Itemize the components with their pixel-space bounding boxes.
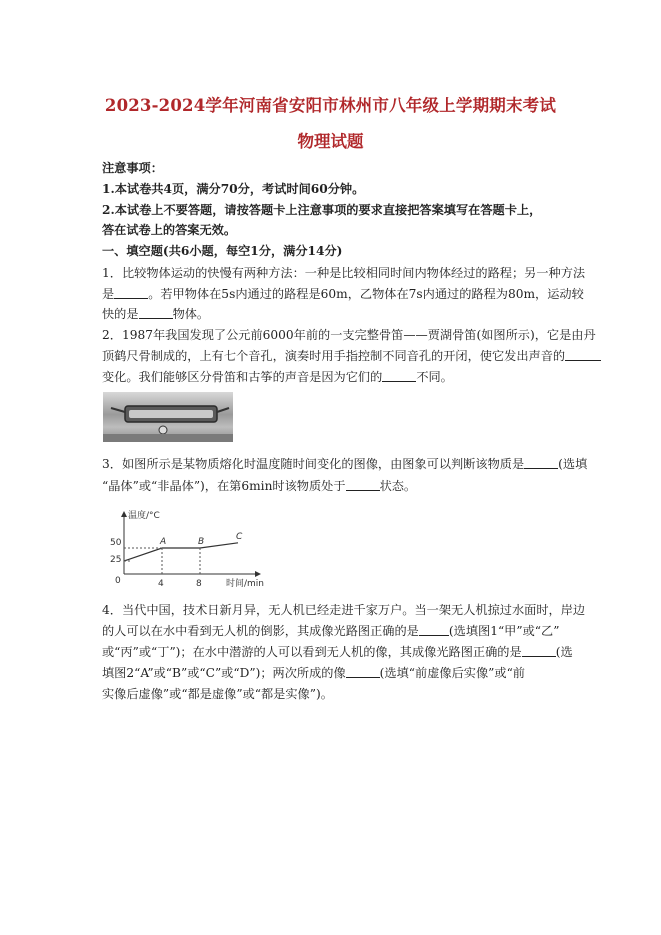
point-label-b: B — [198, 537, 205, 547]
section-heading: 一、填空题(共6小题，每空1分，满分14分) — [102, 244, 343, 258]
melting-chart — [110, 508, 265, 589]
exam-subtitle: 物理试题 — [297, 132, 364, 151]
q4-text-c: 或“丙”或“丁”)；在水中潜游的人可以看到无人机的像，其成像光路图正确的是 — [102, 645, 522, 659]
q4-blank-3[interactable] — [346, 665, 380, 678]
q4-line-1: 4．当代中国，技术日新月异，无人机已经走进千家万户。当一架无人机掠过水面时，岸边 — [102, 603, 586, 617]
q2-text-c: 不同。 — [416, 370, 453, 384]
q2-line-1: 2．1987年我国发现了公元前6000年前的一支完整骨笛——贾湖骨笛(如图所示)，它是由丹 — [102, 328, 596, 342]
notice-heading: 注意事项： — [102, 161, 163, 175]
q4-text-f: (选填“前虚像后实像”或“前 — [379, 666, 525, 680]
q3-blank-1[interactable] — [524, 456, 558, 469]
chart-marks — [124, 532, 243, 574]
q3-text-c: “晶体”或“非晶体”)，在第6min时该物质处于 — [102, 479, 346, 493]
q2-blank-2[interactable] — [382, 369, 416, 382]
q1-text-d: 物体。 — [172, 307, 210, 321]
q3-line-1 — [102, 456, 588, 472]
x-tick-4: 4 — [158, 579, 164, 589]
point-label-a: A — [160, 537, 167, 547]
q3-text-d: 状态。 — [379, 479, 417, 493]
q3-blank-2[interactable] — [346, 478, 380, 491]
origin-label: 0 — [115, 576, 121, 586]
q4-text-d: (选 — [555, 645, 573, 659]
y-tick-50: 50 — [110, 538, 122, 548]
q1-blank-2[interactable] — [139, 306, 173, 319]
q1-blank-1[interactable] — [114, 286, 148, 299]
point-label-c: C — [236, 531, 243, 542]
q3-line-2 — [102, 478, 572, 494]
q4-blank-1[interactable] — [419, 623, 449, 636]
bone-flute-drawing — [103, 392, 233, 442]
q2-blank-1[interactable] — [565, 348, 601, 361]
y-tick-25: 25 — [110, 555, 122, 565]
q4-line-2 — [102, 623, 572, 639]
q4-line-5: 实像后虚像”或“都是虚像”或“都是实像”)。 — [102, 687, 333, 701]
q4-text-a: 的人可以在水中看到无人机的倒影，其成像光路图正确的是 — [102, 624, 419, 638]
q2-line-2 — [102, 348, 572, 364]
bone-flute-photo — [103, 392, 233, 442]
q3-text-b: (选填 — [558, 457, 588, 471]
q1-text-c: 快的是 — [102, 307, 139, 321]
q1-line-2 — [102, 286, 584, 302]
notice-item-2b: 答在试卷上的答案无效。 — [102, 223, 237, 237]
q4-line-4 — [102, 665, 572, 681]
melting-curve — [124, 543, 238, 561]
q4-text-b: (选填图1“甲”或“乙” — [448, 624, 560, 638]
q1-text-a: 是 — [102, 287, 115, 301]
q1-text-b: 。若甲物体在5s内通过的路程是60m，乙物体在7s内通过的路程为80m，运动较 — [148, 287, 584, 301]
y-axis-label: 温度/°C — [128, 511, 160, 521]
exam-title: 2023-2024学年河南省安阳市林州市八年级上学期期末考试 — [104, 96, 557, 115]
q4-text-e: 填图2“A”或“B”或“C”或“D”)；两次所成的像 — [102, 666, 346, 680]
q1-line-3 — [102, 306, 572, 322]
notice-item-2a: 2.本试卷上不要答题，请按答题卡上注意事项的要求直接把答案填写在答题卡上， — [102, 203, 542, 217]
x-tick-8: 8 — [196, 579, 202, 589]
q1-line-1: 1．比较物体运动的快慢有两种方法：一种是比较相同时间内物体经过的路程；另一种方法 — [102, 266, 586, 280]
x-axis-label: 时间/min — [226, 579, 265, 589]
q2-text-b: 变化。我们能够区分骨笛和古筝的声音是因为它们的 — [102, 370, 383, 384]
q2-text-a: 顶鹤尺骨制成的，上有七个音孔，演奏时用手指控制不同音孔的开闭，使它发出声音的 — [102, 349, 566, 363]
q2-line-3 — [102, 369, 572, 385]
q3-text-a: 3．如图所示是某物质熔化时温度随时间变化的图像，由图象可以判断该物质是 — [102, 457, 525, 471]
notice-item-1: 1.本试卷共4页，满分70分，考试时间60分钟。 — [102, 182, 365, 196]
q4-line-3 — [102, 644, 572, 660]
q4-blank-2[interactable] — [522, 644, 556, 657]
